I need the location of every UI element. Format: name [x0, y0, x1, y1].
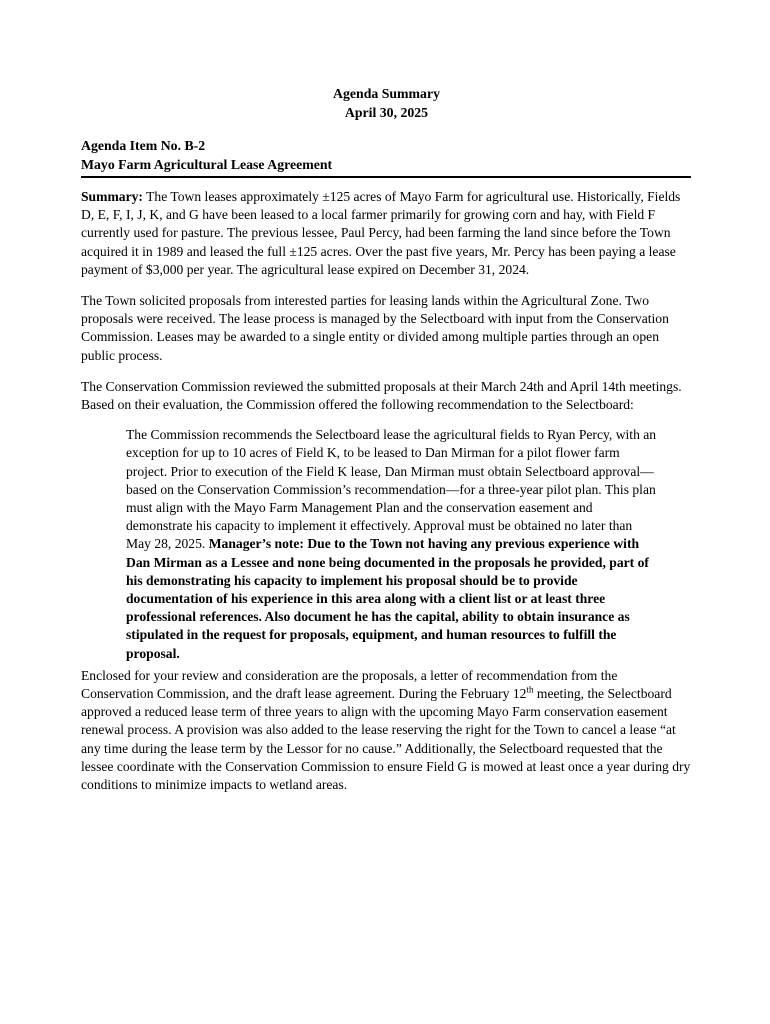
agenda-item-number: Agenda Item No. B-2: [81, 138, 206, 153]
summary-paragraph: [81, 188, 692, 279]
document-header: [81, 84, 692, 122]
document-date: April 30, 2025: [344, 105, 429, 120]
agenda-item-heading: [81, 136, 692, 174]
ordinal-superscript: th: [526, 684, 534, 695]
commission-recommendation-quote: [126, 426, 660, 663]
commission-review-paragraph: The Conservation Commission reviewed the submitted proposals at their March 24th and April 14th meetings. Based on their evaluation, the Commission offered the following recommendation to the Selectboard:: [81, 378, 682, 413]
managers-note: Manager’s note: Due to the Town not having any previous experience with Dan Mirman as a Lessee and none being documented in the proposals he provided, part of his demonstrating his capacity to implement his proposal should be to provide documentation of his experience in this area along with a client list or at least three professional references. Also document he has the capital, ability to obtain insurance as stipulated in the request for proposals, equipment, and human resources to fulfill the proposal.: [126, 536, 649, 661]
agenda-item-title: Mayo Farm Agricultural Lease Agreement: [81, 157, 333, 172]
heading-divider: [81, 176, 691, 178]
enclosures-paragraph: [81, 667, 692, 794]
summary-label: Summary:: [81, 189, 143, 204]
document-title: Agenda Summary: [333, 86, 440, 101]
enclosures-text-part1: Enclosed for your review and consideration are the proposals, a letter of recommendation from the Conservation Commission, and the draft lease agreement. During the February 12: [81, 667, 618, 702]
document-page: [81, 84, 692, 794]
summary-text: The Town leases approximately ±125 acres of Mayo Farm for agricultural use. Historically, Fields D, E, F, I, J, K, and G have been leased to a local farmer primarily for growing corn and hay, with Field F currently used for pasture. The previous lessee, Paul Percy, had been farming the land since before the Town acquired it in 1989 and leased the full ±125 acres. Over the past five years, Mr. Percy has been paying a lease payment of $3,000 per year. The agricultural lease expired on December 31, 2024.: [81, 189, 681, 277]
enclosures-text-part2: meeting, the Selectboard approved a reduced lease term of three years to align with the upcoming Mayo Farm conservation easement renewal process. A provision was also added to the lease reserving the right for the Town to cancel a lease “at any time during the lease term by the Lessor for no cause.” Additionally, the Selectboard requested that the lessee coordinate with the Conservation Commission to ensure Field G is mowed at least once a year during dry conditions to minimize impacts to wetland areas.: [81, 686, 691, 793]
proposals-paragraph: The Town solicited proposals from interested parties for leasing lands within the Agricultural Zone. Two proposals were received. The lease process is managed by the Selectboard with input from the Conservation Commission. Leases may be awarded to a single entity or divided among multiple parties through an open public process.: [81, 293, 669, 363]
recommendation-text: The Commission recommends the Selectboard lease the agricultural fields to Ryan Percy, with an exception for up to 10 acres of Field K, to be leased to Dan Mirman for a pilot flower farm project. Prior to execution of the Field K lease, Dan Mirman must obtain Selectboard approval—based on the Conservation Commission’s recommendation—for a three-year pilot plan. This plan must align with the Mayo Farm Management Plan and the conservation easement and demonstrate his capacity to implement it effectively. Approval must be obtained no later than May 28, 2025.: [126, 427, 657, 552]
